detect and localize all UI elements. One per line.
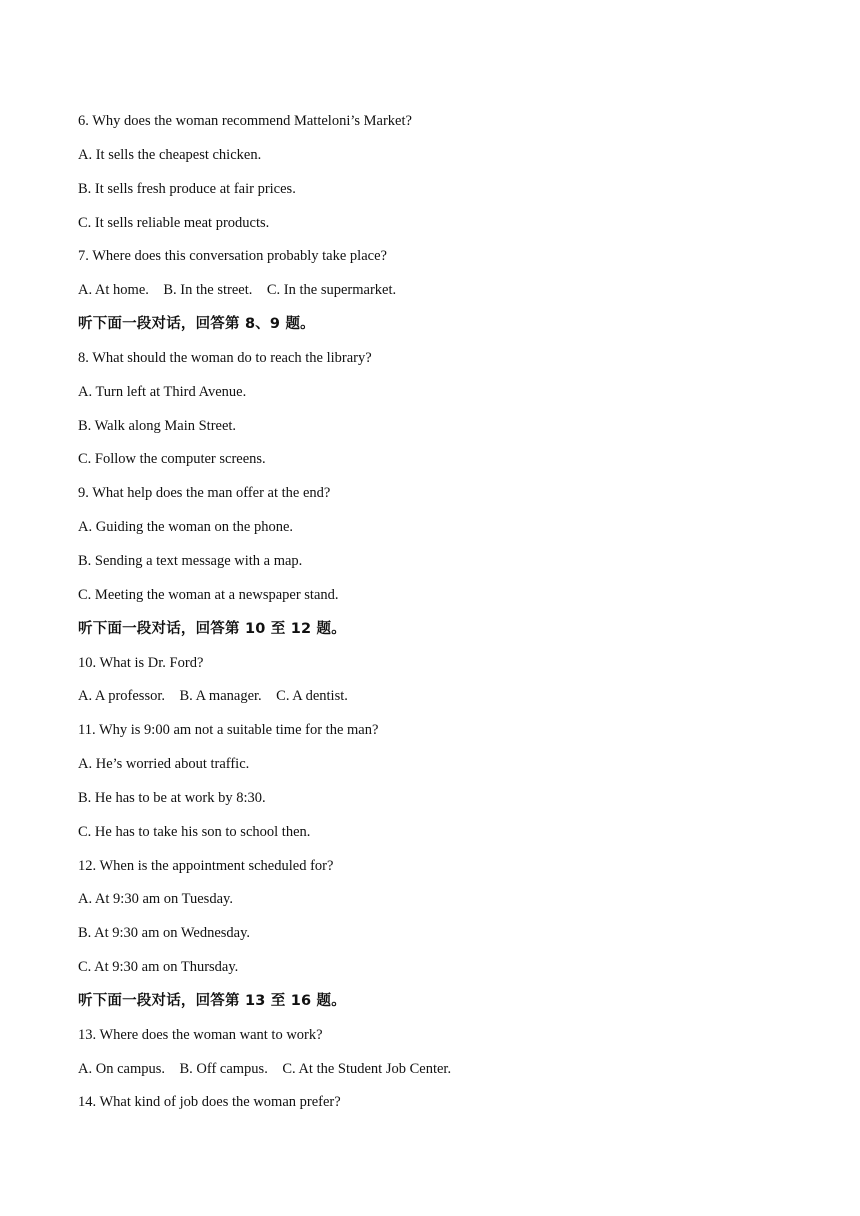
question-line: 10. What is Dr. Ford? [78,654,204,671]
answer-option: A. Guiding the woman on the phone. [78,519,294,536]
answer-option: B. Walk along Main Street. [78,417,237,434]
section-instruction: 听下面一段对话，回答第 10 至 12 题。 [78,620,346,637]
answer-option: B. It sells fresh produce at fair prices. [78,180,296,197]
question-line: 14. What kind of job does the woman prefer? [78,1094,341,1111]
answer-option: C. At 9:30 am on Thursday. [78,959,239,976]
answer-option: A. He’s worried about traffic. [78,756,250,773]
section-instruction: 听下面一段对话，回答第 13 至 16 题。 [78,992,346,1009]
question-line: 7. Where does this conversation probably take place? [78,248,387,265]
answer-option: B. At 9:30 am on Wednesday. [78,925,251,942]
answer-options-inline: A. At home. B. In the street. C. In the supermarket. [78,282,397,299]
question-line: 12. When is the appointment scheduled for? [78,857,334,874]
question-line: 6. Why does the woman recommend Matteloni’s Market? [78,113,412,129]
answer-option: C. He has to take his son to school then. [78,823,311,840]
question-line: 9. What help does the man offer at the end? [78,485,331,502]
question-line: 11. Why is 9:00 am not a suitable time for the man? [78,722,379,739]
answer-option: C. It sells reliable meat products. [78,214,270,231]
answer-option: C. Meeting the woman at a newspaper stand. [78,586,339,603]
answer-option: C. Follow the computer screens. [78,451,266,468]
answer-option: A. Turn left at Third Avenue. [78,383,247,400]
section-instruction: 听下面一段对话，回答第 8、9 题。 [78,316,315,333]
question-line: 13. Where does the woman want to work? [78,1026,323,1043]
answer-option: A. At 9:30 am on Tuesday. [78,891,233,908]
answer-options-inline: A. On campus. B. Off campus. C. At the Student Job Center. [78,1060,452,1077]
answer-options-inline: A. A professor. B. A manager. C. A dentist. [78,688,348,705]
question-line: 8. What should the woman do to reach the library? [78,349,372,366]
answer-option: B. Sending a text message with a map. [78,552,303,569]
answer-option: A. It sells the cheapest chicken. [78,146,262,163]
answer-option: B. He has to be at work by 8:30. [78,789,266,806]
document-body [78,111,798,1126]
